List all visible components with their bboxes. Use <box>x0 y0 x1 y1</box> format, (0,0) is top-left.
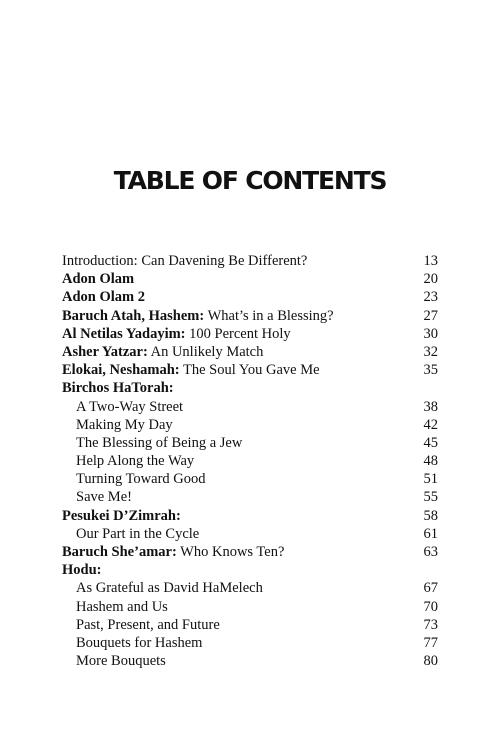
toc-entry-rest: Help Along the Way <box>76 453 195 470</box>
toc-entry-rest: A Two-Way Street <box>76 398 184 415</box>
toc-entry-text <box>62 398 183 416</box>
toc-page-number: 55 <box>423 489 438 506</box>
toc-entry <box>62 325 438 343</box>
toc-page-number: 48 <box>423 453 438 470</box>
toc-entry-text <box>62 616 220 634</box>
toc-page-number: 45 <box>423 434 438 451</box>
toc-entry-bold: Elokai, Neshamah: <box>62 362 180 379</box>
toc-subentry <box>62 488 438 506</box>
toc-entry-text <box>62 434 242 452</box>
toc-entry-rest: 100 Percent Holy <box>185 325 291 342</box>
toc-entry <box>62 270 438 288</box>
toc-entry <box>62 543 438 561</box>
toc-subentry <box>62 634 438 652</box>
toc-page-number: 23 <box>423 289 438 306</box>
toc-subentry <box>62 525 438 543</box>
toc-subentry <box>62 598 438 616</box>
toc-entry-rest: Turning Toward Good <box>76 471 206 488</box>
toc-entry-bold: Al Netilas Yadayim: <box>62 325 186 342</box>
toc-subentry <box>62 652 438 670</box>
toc-entry-rest: What’s in a Blessing? <box>204 307 334 324</box>
page-title: TABLE OF CONTENTS <box>113 166 387 195</box>
toc-entry-text <box>62 343 263 361</box>
toc-page-number: 58 <box>423 507 438 524</box>
toc-entry-bold: Baruch She’amar: <box>62 544 177 560</box>
toc-entry-rest: Save Me! <box>76 489 132 506</box>
toc-entry-rest: Hashem and Us <box>76 598 168 615</box>
toc-subentry <box>62 452 438 470</box>
toc-entry-text <box>62 288 145 306</box>
toc-section-heading <box>62 507 438 525</box>
toc-entry-text <box>62 252 307 270</box>
toc-entry <box>62 252 438 270</box>
toc-entry-bold: Adon Olam 2 <box>62 289 145 306</box>
toc-page-number: 77 <box>423 634 438 651</box>
toc-entry-text <box>62 379 174 397</box>
toc-entry-text <box>62 325 291 343</box>
toc-entry-bold: Asher Yatzar: <box>62 343 148 360</box>
toc-entry-rest: Our Part in the Cycle <box>76 525 200 542</box>
toc-entry-text <box>62 452 194 470</box>
toc-subentry <box>62 434 438 452</box>
toc-entry-bold: Hodu: <box>62 562 102 579</box>
toc-entry <box>62 361 438 379</box>
toc-page-number: 32 <box>423 343 438 360</box>
toc-entry-bold: Birchos HaTorah: <box>62 380 174 397</box>
toc-entry-rest: Bouquets for Hashem <box>76 634 203 651</box>
toc-page-number: 42 <box>423 416 438 433</box>
toc-entry-rest: Making My Day <box>76 416 173 433</box>
toc-page-number: 20 <box>423 271 438 288</box>
toc-subentry <box>62 616 438 634</box>
toc-subentry <box>62 398 438 416</box>
toc-entry-rest: The Soul You Gave Me <box>179 362 320 379</box>
toc-page-number: 51 <box>423 471 438 488</box>
toc-entry-rest: Who Knows Ten? <box>176 544 285 560</box>
toc-page-number: 35 <box>423 362 438 379</box>
table-of-contents <box>62 252 438 670</box>
toc-entry-text <box>62 634 202 652</box>
toc-entry-rest: More Bouquets <box>76 653 166 670</box>
toc-entry-text <box>62 579 263 597</box>
toc-entry-text <box>62 598 168 616</box>
toc-entry-bold: Pesukei D’Zimrah: <box>62 507 181 524</box>
toc-entry-text <box>62 416 173 434</box>
toc-entry-text <box>62 543 284 561</box>
toc-page-number: 63 <box>423 544 438 560</box>
toc-entry-rest: Past, Present, and Future <box>76 616 220 633</box>
toc-subentry <box>62 470 438 488</box>
toc-entry-bold: Baruch Atah, Hashem: <box>62 307 205 324</box>
toc-subentry <box>62 579 438 597</box>
toc-entry-text <box>62 525 199 543</box>
toc-page-number: 80 <box>423 653 438 670</box>
toc-entry-rest: The Blessing of Being a Jew <box>76 434 243 451</box>
toc-entry-text <box>62 507 181 525</box>
toc-page-number: 30 <box>423 325 438 342</box>
toc-page-number: 61 <box>423 525 438 542</box>
toc-section-heading <box>62 561 438 579</box>
toc-subentry <box>62 416 438 434</box>
toc-page-number: 73 <box>423 616 438 633</box>
toc-entry <box>62 307 438 325</box>
toc-entry-rest: An Unlikely Match <box>147 343 264 360</box>
toc-entry-text <box>62 307 334 325</box>
toc-entry <box>62 288 438 306</box>
toc-section-heading <box>62 379 438 397</box>
toc-entry-text <box>62 270 134 288</box>
toc-page-number: 27 <box>423 307 438 324</box>
toc-entry-text <box>62 561 102 579</box>
toc-entry-text <box>62 652 166 670</box>
toc-page-number: 38 <box>423 398 438 415</box>
toc-entry <box>62 343 438 361</box>
toc-entry-text <box>62 488 132 506</box>
toc-entry-rest: Introduction: Can Davening Be Different? <box>62 253 308 269</box>
toc-entry-text <box>62 361 320 379</box>
toc-page-number: 70 <box>423 598 438 615</box>
toc-page-number: 13 <box>423 253 438 269</box>
toc-entry-text <box>62 470 206 488</box>
toc-entry-bold: Adon Olam <box>62 271 135 288</box>
toc-entry-rest: As Grateful as David HaMelech <box>76 580 263 597</box>
toc-page-number: 67 <box>423 580 438 597</box>
